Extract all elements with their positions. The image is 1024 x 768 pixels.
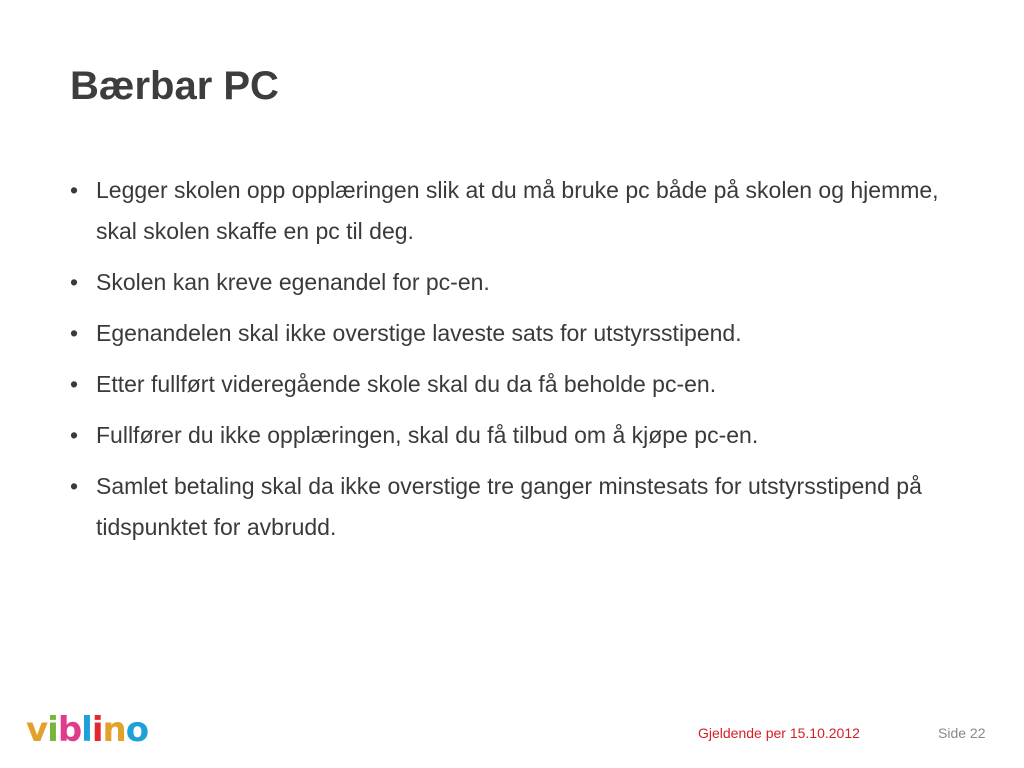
logo-letter: n	[102, 710, 126, 750]
page-number: Side 22	[938, 725, 986, 741]
slide-title: Bærbar PC	[70, 64, 279, 108]
validity-date: Gjeldende per 15.10.2012	[698, 725, 860, 741]
logo-letter: i	[47, 710, 58, 750]
bullet-marker: •	[70, 269, 79, 295]
bullet-text: Samlet betaling skal da ikke overstige tre ganger minstesats for utstyrsstipend på tidspunktet for avbrudd.	[96, 473, 922, 540]
bullet-marker: •	[70, 177, 79, 203]
bullet-marker: •	[70, 422, 79, 448]
bullet-item	[70, 170, 950, 252]
bullet-text: Legger skolen opp opplæringen slik at du må bruke pc både på skolen og hjemme, skal skolen skaffe en pc til deg.	[96, 177, 939, 244]
bullet-item	[70, 364, 950, 405]
bullet-item	[70, 466, 950, 548]
bullet-item	[70, 313, 950, 354]
bullet-item	[70, 415, 950, 456]
bullet-list	[70, 170, 950, 558]
bullet-text: Skolen kan kreve egenandel for pc-en.	[96, 269, 490, 295]
bullet-marker: •	[70, 473, 79, 499]
bullet-item	[70, 262, 950, 303]
logo-letter: l	[81, 710, 92, 750]
bullet-text: Egenandelen skal ikke overstige laveste sats for utstyrsstipend.	[96, 320, 742, 346]
logo-letter: b	[57, 710, 82, 750]
logo-letter: v	[26, 710, 48, 750]
bullet-marker: •	[70, 371, 79, 397]
bullet-marker: •	[70, 320, 79, 346]
bullet-text: Fullfører du ikke opplæringen, skal du få tilbud om å kjøpe pc-en.	[96, 422, 759, 448]
bullet-text: Etter fullført videregående skole skal du da få beholde pc-en.	[96, 371, 717, 397]
logo-letter: o	[125, 710, 149, 750]
logo-letter: i	[91, 710, 103, 750]
viblino-logo	[26, 708, 148, 752]
